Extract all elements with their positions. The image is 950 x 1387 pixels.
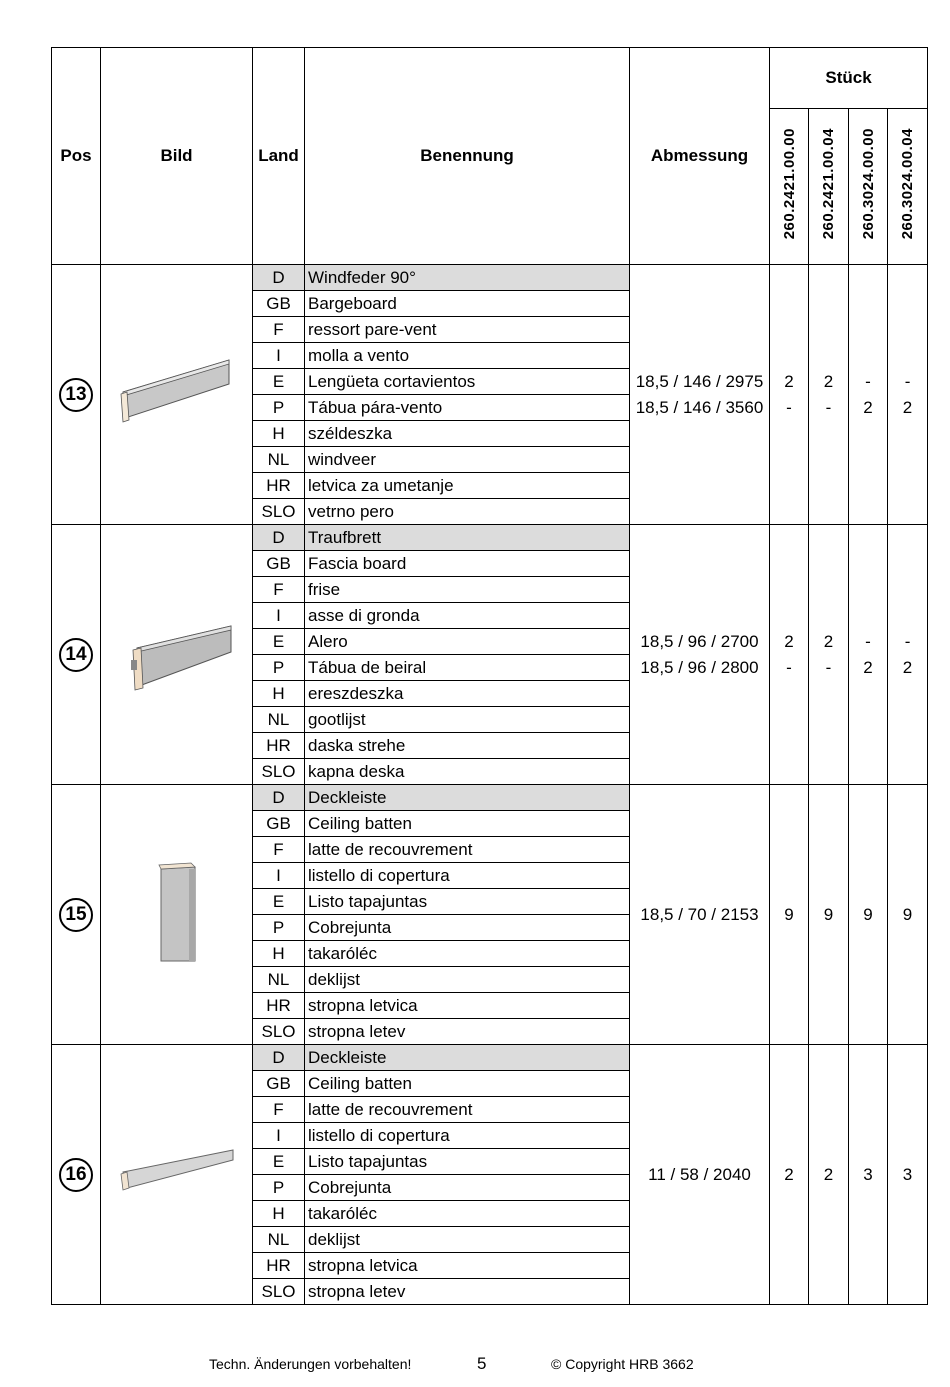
part-name: vetrno pero [305,499,630,525]
part-name: Lengüeta cortavientos [305,369,630,395]
dimension-cell [630,525,770,785]
land-code: D [253,265,305,291]
footer-page-number: 5 [477,1354,487,1373]
part-name: Deckleiste [305,785,630,811]
ceiling-batten-vertical-icon [147,952,207,971]
position-number: 15 [59,898,93,932]
parts-body [52,265,928,1305]
land-code: E [253,629,305,655]
land-code: P [253,395,305,421]
count-cell [809,785,849,1045]
table-row [52,785,928,811]
land-code: SLO [253,1019,305,1045]
part-name: Tábua pára-vento [305,395,630,421]
count-value: - [904,371,911,391]
land-code: GB [253,291,305,317]
land-code: E [253,889,305,915]
code-label: 260.3024.00.00 [859,128,877,240]
land-code: H [253,941,305,967]
land-code: P [253,655,305,681]
pos-cell [52,525,101,785]
count-value: 9 [784,904,794,924]
header-code-3 [849,109,888,265]
count-value: - [865,371,871,391]
land-code: F [253,317,305,343]
part-name: stropna letev [305,1279,630,1305]
part-name: deklijst [305,1227,630,1253]
count-cell [849,785,888,1045]
count-value: - [825,657,832,677]
part-name: Cobrejunta [305,1175,630,1201]
count-value: 2 [823,371,834,391]
land-code: HR [253,733,305,759]
land-code: H [253,681,305,707]
part-name: Tábua de beiral [305,655,630,681]
part-name: takaróléc [305,941,630,967]
header-land: Land [253,48,305,265]
land-code: I [253,863,305,889]
part-name: frise [305,577,630,603]
land-code: F [253,577,305,603]
part-name: letvica za umetanje [305,473,630,499]
dimension-value: 11 / 58 / 2040 [648,1164,751,1184]
part-name: daska strehe [305,733,630,759]
count-cell [770,1045,809,1305]
part-name: asse di gronda [305,603,630,629]
part-name: Bargeboard [305,291,630,317]
part-name: latte de recouvrement [305,1097,630,1123]
part-name: kapna deska [305,759,630,785]
count-cell [770,525,809,785]
land-code: D [253,1045,305,1071]
land-code: SLO [253,499,305,525]
header-bild: Bild [101,48,253,265]
header-benennung: Benennung [305,48,630,265]
count-cell [849,525,888,785]
land-code: H [253,421,305,447]
position-number: 13 [59,378,93,412]
count-value: 2 [863,657,873,677]
header-code-2 [809,109,849,265]
count-value: 9 [863,904,873,924]
land-code: H [253,1201,305,1227]
part-name: ereszdeszka [305,681,630,707]
count-cell [809,525,849,785]
part-name: stropna letvica [305,1253,630,1279]
count-cell [809,1045,849,1305]
dimension-value: 18,5 / 146 / 3560 [635,397,764,417]
part-name: Deckleiste [305,1045,630,1071]
part-name: listello di copertura [305,863,630,889]
land-code: NL [253,707,305,733]
header-stueck: Stück [770,48,928,109]
count-value: 2 [823,1164,834,1184]
table-row [52,265,928,291]
dimension-value: 18,5 / 146 / 2975 [635,371,764,391]
land-code: GB [253,551,305,577]
count-value: - [904,631,911,651]
code-label: 260.3024.00.04 [899,128,917,240]
count-value: - [786,397,792,417]
land-code: GB [253,1071,305,1097]
land-code: NL [253,1227,305,1253]
land-code: D [253,785,305,811]
count-cell [770,265,809,525]
land-code: P [253,1175,305,1201]
count-value: 2 [784,631,794,651]
part-name: Ceiling batten [305,811,630,837]
dimension-value: 18,5 / 96 / 2800 [640,657,759,677]
count-cell [888,525,928,785]
part-image-cell [101,265,253,525]
part-name: listello di copertura [305,1123,630,1149]
land-code: I [253,1123,305,1149]
part-name: Alero [305,629,630,655]
dimension-cell [630,785,770,1045]
count-cell [809,265,849,525]
land-code: NL [253,967,305,993]
part-image-cell [101,525,253,785]
part-name: ressort pare-vent [305,317,630,343]
dimension-cell [630,1045,770,1305]
count-cell [770,785,809,1045]
part-name: Windfeder 90° [305,265,630,291]
part-name: stropna letev [305,1019,630,1045]
part-name: széldeszka [305,421,630,447]
land-code: I [253,603,305,629]
land-code: SLO [253,759,305,785]
position-number: 16 [59,1158,93,1192]
part-name: gootlijst [305,707,630,733]
part-name: stropna letvica [305,993,630,1019]
code-label: 260.2421.00.04 [820,128,837,240]
count-value: 2 [902,397,913,417]
part-name: Ceiling batten [305,1071,630,1097]
bargeboard-icon [117,427,237,446]
count-cell [849,1045,888,1305]
land-code: HR [253,993,305,1019]
position-number: 14 [59,638,93,672]
count-value: 3 [902,1164,913,1184]
table-row [52,1045,928,1071]
part-image-cell [101,1045,253,1305]
part-name: molla a vento [305,343,630,369]
count-cell [888,265,928,525]
part-name: takaróléc [305,1201,630,1227]
land-code: E [253,369,305,395]
footer-copyright: © Copyright HRB 3662 [551,1356,694,1372]
count-value: 2 [863,397,873,417]
land-code: HR [253,473,305,499]
land-code: E [253,1149,305,1175]
part-name: latte de recouvrement [305,837,630,863]
land-code: D [253,525,305,551]
part-name: Listo tapajuntas [305,1149,630,1175]
land-code: F [253,837,305,863]
pos-cell [52,785,101,1045]
count-value: 2 [784,371,794,391]
header-code-4 [888,109,928,265]
part-name: windveer [305,447,630,473]
count-value: 9 [902,904,913,924]
count-value: - [786,657,792,677]
count-cell [849,265,888,525]
count-cell [888,1045,928,1305]
header-abmessung: Abmessung [630,48,770,265]
fascia-board-icon [117,687,237,706]
count-value: 2 [902,657,913,677]
count-value: 2 [823,631,834,651]
part-image-cell [101,785,253,1045]
part-name: Listo tapajuntas [305,889,630,915]
count-value: 2 [784,1164,794,1184]
ceiling-batten-flat-icon [117,1207,237,1226]
part-name: Cobrejunta [305,915,630,941]
land-code: P [253,915,305,941]
dimension-value: 18,5 / 70 / 2153 [640,904,759,924]
land-code: I [253,343,305,369]
pos-cell [52,1045,101,1305]
header-code-1 [770,109,809,265]
header-pos: Pos [52,48,101,265]
part-name: Fascia board [305,551,630,577]
land-code: F [253,1097,305,1123]
parts-table [51,47,928,1305]
table-row [52,525,928,551]
land-code: SLO [253,1279,305,1305]
part-name: deklijst [305,967,630,993]
land-code: HR [253,1253,305,1279]
dimension-value: 18,5 / 96 / 2700 [640,631,759,651]
count-value: 3 [863,1164,873,1184]
count-value: - [865,631,871,651]
footer-notice: Techn. Änderungen vorbehalten! [209,1356,412,1372]
land-code: GB [253,811,305,837]
count-cell [888,785,928,1045]
count-value: - [825,397,832,417]
code-label: 260.2421.00.00 [780,128,798,240]
pos-cell [52,265,101,525]
count-value: 9 [823,904,834,924]
dimension-cell [630,265,770,525]
part-name: Traufbrett [305,525,630,551]
land-code: NL [253,447,305,473]
